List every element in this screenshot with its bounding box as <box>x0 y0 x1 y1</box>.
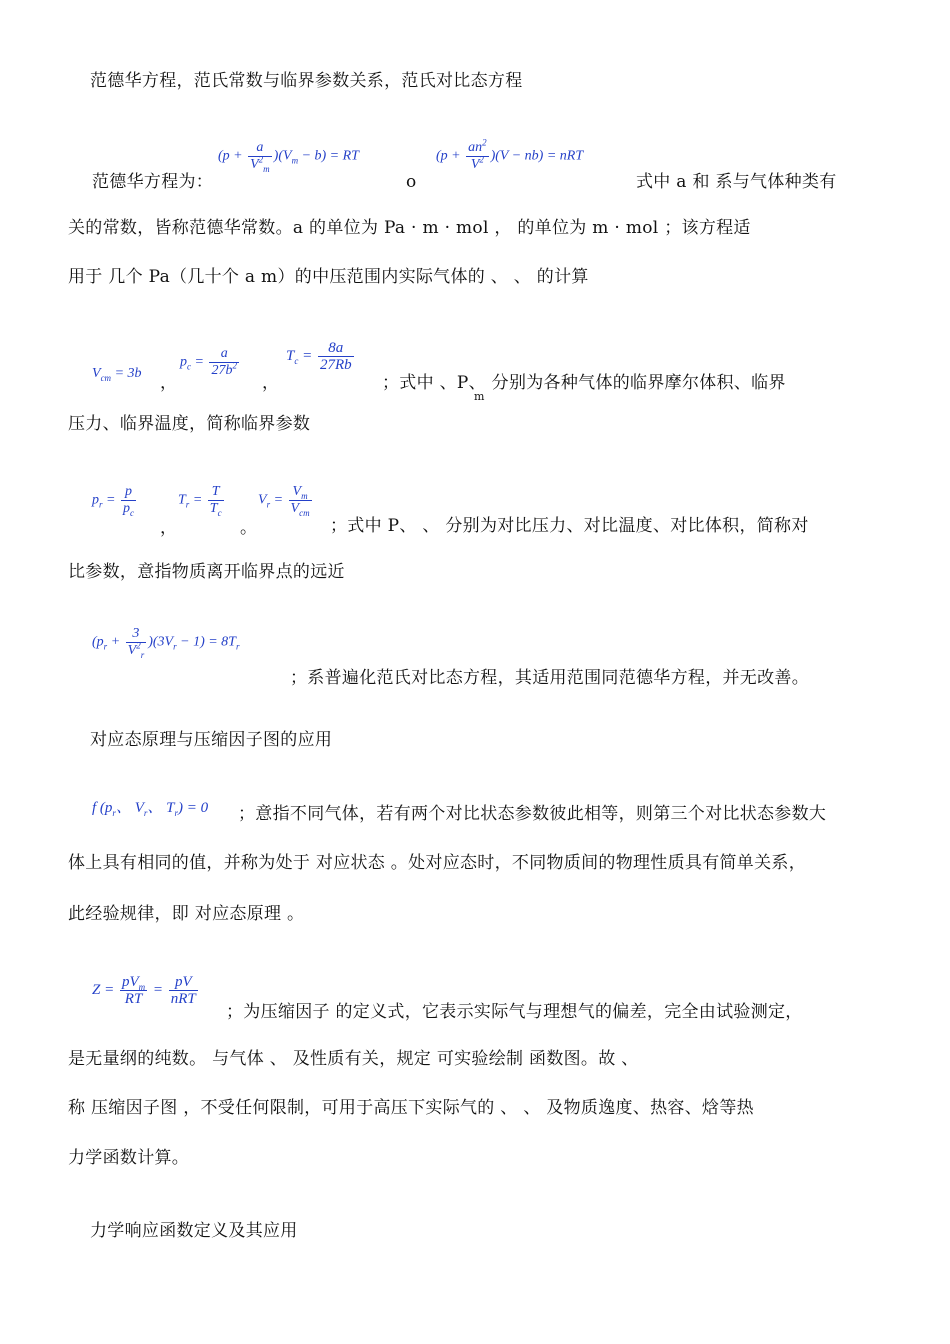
paragraph-text: ， <box>262 373 280 393</box>
paragraph-text: ；式中 P、 、 分别为对比压力、对比温度、对比体积，简称对 <box>330 516 809 536</box>
critical-temperature-equation: $T_c$ = $\frac{8a}{27Rb}$ <box>286 340 352 373</box>
critical-pressure-equation: $p_c$ = $\frac{a}{27b^2}$ <box>180 346 237 378</box>
subscript-text: m <box>474 390 485 403</box>
compressibility-factor-equation: Z = $\frac{pV_m}{RT}$ = $\frac{pV}{\text{nRT}}$ <box>92 974 196 1007</box>
paragraph-text: 此经验规律，即 对应态原理 。 <box>68 904 305 924</box>
paragraph-text: 力学函数计算。 <box>68 1148 190 1168</box>
vdw-equation-molar: (p + $\frac{a}{V^2_m}$ )$(V_m - b)$ = RT <box>218 140 359 174</box>
paragraph-text: 体上具有相同的值，并称为处于 对应状态 。处对应态时，不同物质间的物理性质具有简单关系， <box>68 853 807 873</box>
paragraph-text: ；式中 、P、 分别为各种气体的临界摩尔体积、临界 <box>382 373 786 393</box>
corresponding-states-equation: f ($p_r$、 $V_r$、 $T_r) = 0$ <box>92 800 209 818</box>
paragraph-text: 用于 几个 Pa（几十个 a m）的中压范围内实际气体的 、 、 的计算 <box>68 267 589 287</box>
paragraph-text: 。 <box>240 518 258 538</box>
paragraph-text: 压力、临界温度，简称临界参数 <box>68 414 311 434</box>
paragraph-text: o <box>406 172 417 192</box>
critical-volume-equation: $V_{cm} = 3b$ <box>92 366 142 383</box>
paragraph-text: ；意指不同气体，若有两个对比状态参数彼此相等，则第三个对比状态参数大 <box>238 804 827 824</box>
reduced-vdw-equation: ($p_r$ + $\frac{3}{V^2_r}$ )$(3V_r - 1) = 8T_r$ <box>92 626 240 660</box>
paragraph-text: ， <box>160 518 178 538</box>
paragraph-text: 比参数，意指物质离开临界点的远近 <box>68 562 345 582</box>
paragraph-text: ；为压缩因子 的定义式，它表示实际气与理想气的偏差，完全由试验测定， <box>226 1002 803 1022</box>
reduced-volume-equation: $V_r$ = $\frac{V_m}{V_{cm}}$ <box>258 484 310 518</box>
section-title: 力学响应函数定义及其应用 <box>90 1221 298 1241</box>
section-title: 范德华方程，范氏常数与临界参数关系，范氏对比态方程 <box>90 71 523 91</box>
reduced-temperature-equation: $T_r$ = $\frac{T}{T_c}$ <box>178 484 222 518</box>
paragraph-text: 式中 a 和 系与气体种类有 <box>636 172 837 192</box>
paragraph-text: 称 压缩因子图 ，不受任何限制，可用于高压下实际气的 、 、 及物质逸度、热容、焓等热 <box>68 1098 754 1118</box>
reduced-pressure-equation: $p_r$ = $\frac{p}{p_c}$ <box>92 484 134 518</box>
paragraph-text: ；系普遍化范氏对比态方程，其适用范围同范德华方程，并无改善。 <box>290 668 809 688</box>
paragraph-text: 范德华方程为： <box>92 172 214 192</box>
paragraph-text: 关的常数，皆称范德华常数。a 的单位为 Pa · m · mol ， 的单位为 m · mol ；该方程适 <box>68 218 751 238</box>
paragraph-text: ， <box>160 373 178 393</box>
vdw-equation-n: (p + $\frac{an^2}{V^2}$ )(V − nb) = nRT <box>436 137 584 172</box>
section-title: 对应态原理与压缩因子图的应用 <box>90 730 333 750</box>
paragraph-text: 是无量纲的纯数。 与气体 、 及性质有关，规定 可实验绘制 函数图。故 、 <box>68 1049 639 1069</box>
